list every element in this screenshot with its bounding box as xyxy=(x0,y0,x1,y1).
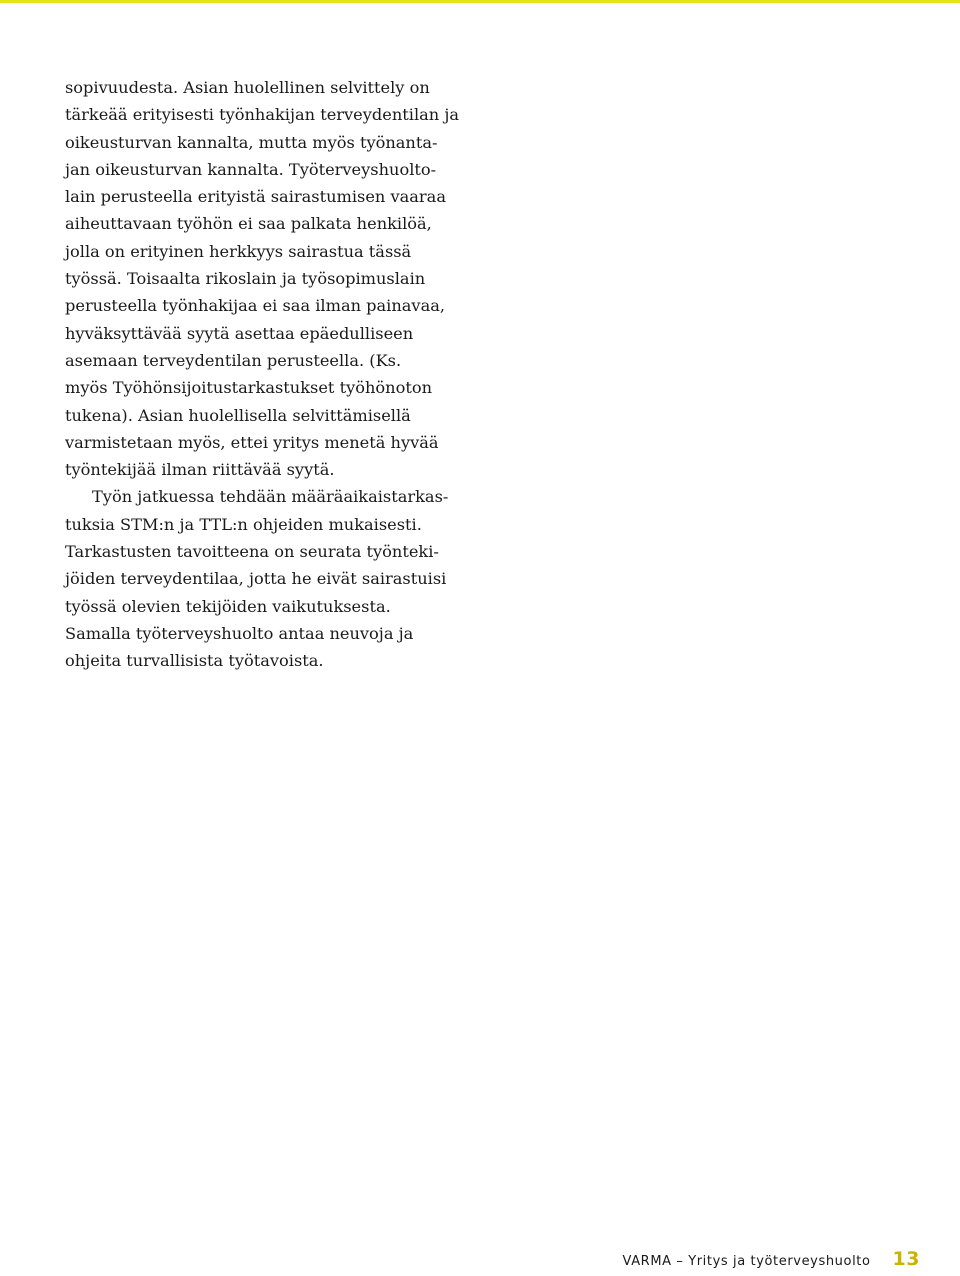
text-line: jöiden terveydentilaa, jotta he eivät sairastuisi xyxy=(65,569,447,589)
footer-title: VARMA – Yritys ja työterveyshuolto xyxy=(622,1254,871,1269)
text-line: tuksia STM:n ja TTL:n ohjeiden mukaisesti. xyxy=(65,514,422,534)
text-line: työssä. Toisaalta rikoslain ja työsopimuslain xyxy=(65,269,426,289)
text-line: työntekijää ilman riittävää syytä. xyxy=(65,460,335,480)
text-line: tukena). Asian huolellisella selvittämisellä xyxy=(65,405,411,425)
text-line: lain perusteella erityistä sairastumisen vaaraa xyxy=(65,187,446,207)
body-text xyxy=(65,74,465,675)
text-line: jan oikeusturvan kannalta. Työterveyshuolto- xyxy=(65,159,437,179)
text-line: Samalla työterveyshuolto antaa neuvoja ja xyxy=(65,623,414,643)
text-line: aiheuttavaan työhön ei saa palkata henkilöä, xyxy=(65,214,432,234)
text-line: Tarkastusten tavoitteena on seurata työnteki- xyxy=(65,542,439,562)
text-line: perusteella työnhakijaa ei saa ilman painavaa, xyxy=(65,296,446,316)
page-number: 13 xyxy=(892,1248,920,1270)
page-footer xyxy=(600,1248,920,1276)
text-line: oikeusturvan kannalta, mutta myös työnanta- xyxy=(65,132,438,152)
text-line: myös Työhönsijoitustarkastukset työhönoton xyxy=(65,378,432,398)
text-line: työssä olevien tekijöiden vaikutuksesta. xyxy=(65,596,391,616)
text-line: asemaan terveydentilan perusteella. (Ks. xyxy=(65,350,402,370)
text-line: ohjeita turvallisista työtavoista. xyxy=(65,651,324,671)
text-line: sopivuudesta. Asian huolellinen selvittely on xyxy=(65,78,430,97)
text-line: varmistetaan myös, ettei yritys menetä hyvää xyxy=(65,432,439,452)
text-line: hyväksyttävää syytä asettaa epäedulliseen xyxy=(65,323,414,343)
paragraph-start-line: Työn jatkuessa tehdään määräaikaistarkas- xyxy=(92,487,449,507)
text-line: jolla on erityinen herkkyys sairastua tässä xyxy=(65,241,412,261)
text-line: tärkeää erityisesti työnhakijan terveydentilan ja xyxy=(65,105,460,125)
top-accent-rule xyxy=(0,0,960,3)
